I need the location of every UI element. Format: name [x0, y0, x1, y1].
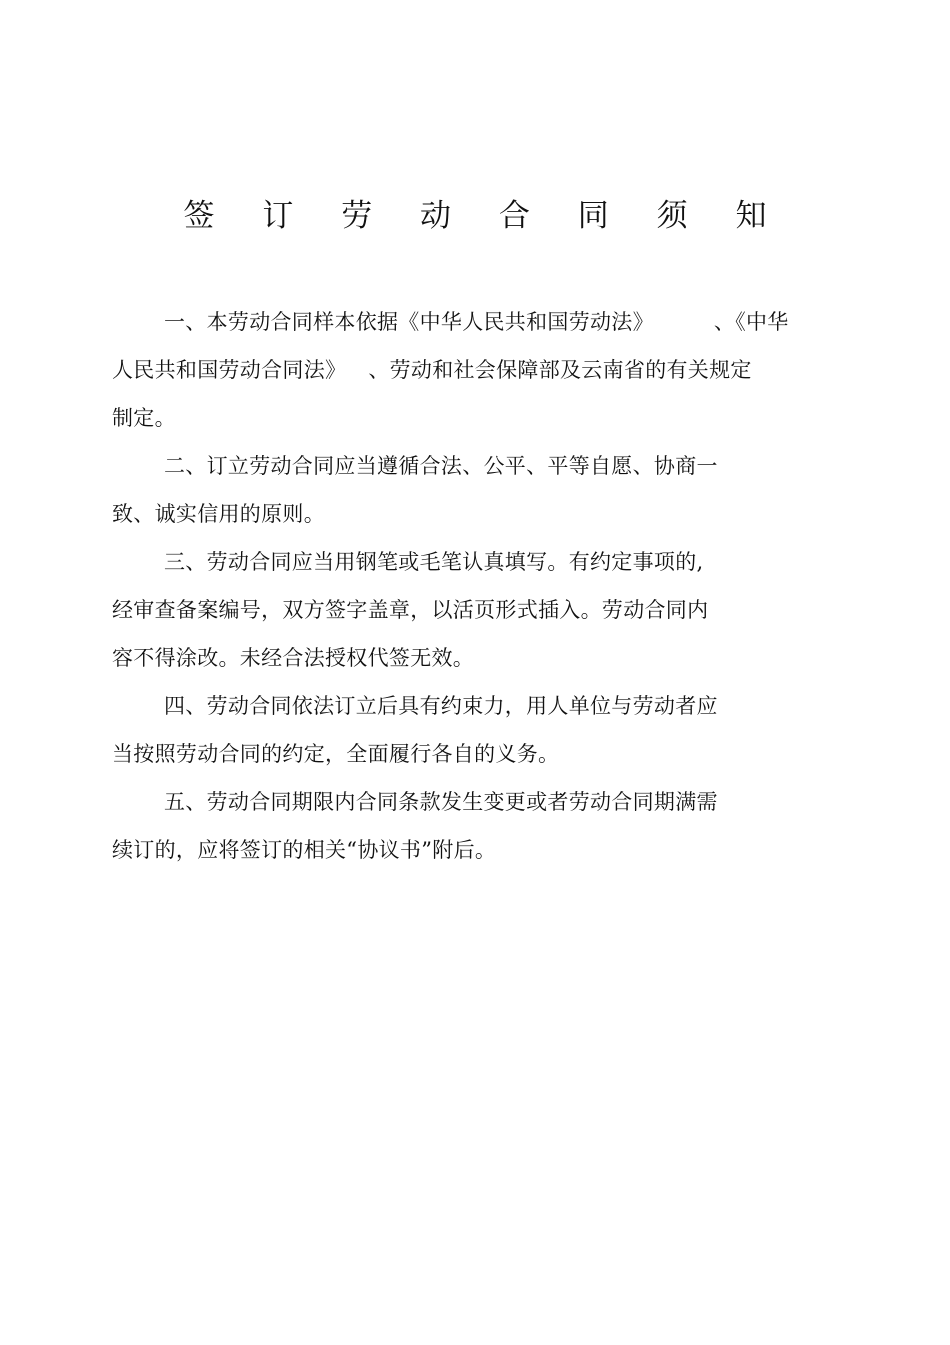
paragraph-text: 一、本劳动合同样本依据《中华人民共和国劳动法》 — [164, 310, 654, 334]
document-title: 签 订 劳 动 合 同 须 知 — [183, 198, 786, 234]
paragraph-text: 、劳动和社会保障部及云南省的有关规定 — [368, 358, 752, 382]
paragraph-5 — [112, 778, 842, 874]
paragraph-line: 经审查备案编号，双方签字盖章，以活页形式插入。劳动合同内 — [112, 598, 709, 622]
paragraph-line: 二、订立劳动合同应当遵循合法、公平、平等自愿、协商一 — [164, 454, 718, 478]
paragraph-text: 、《中华 — [713, 310, 789, 334]
paragraph-2 — [112, 442, 842, 538]
document-body — [112, 298, 842, 874]
paragraph-line: 四、劳动合同依法订立后具有约束力，用人单位与劳动者应 — [164, 694, 718, 718]
paragraph-1 — [112, 298, 842, 442]
paragraph-line — [112, 298, 842, 346]
paragraph-text: 人民共和国劳动合同法》 — [112, 358, 347, 382]
paragraph-line: 五、劳动合同期限内合同条款发生变更或者劳动合同期满需 — [164, 790, 718, 814]
paragraph-line: 制定。 — [112, 406, 176, 430]
paragraph-line: 容不得涂改。未经合法授权代签无效。 — [112, 646, 475, 670]
paragraph-4 — [112, 682, 842, 778]
paragraph-3 — [112, 538, 842, 682]
paragraph-line: 致、诚实信用的原则。 — [112, 502, 325, 526]
paragraph-line — [112, 346, 842, 394]
paragraph-line: 续订的，应将签订的相关“协议书”附后。 — [112, 838, 497, 862]
paragraph-line: 三、劳动合同应当用钢笔或毛笔认真填写。有约定事项的, — [164, 550, 704, 574]
paragraph-line: 当按照劳动合同的约定，全面履行各自的义务。 — [112, 742, 560, 766]
